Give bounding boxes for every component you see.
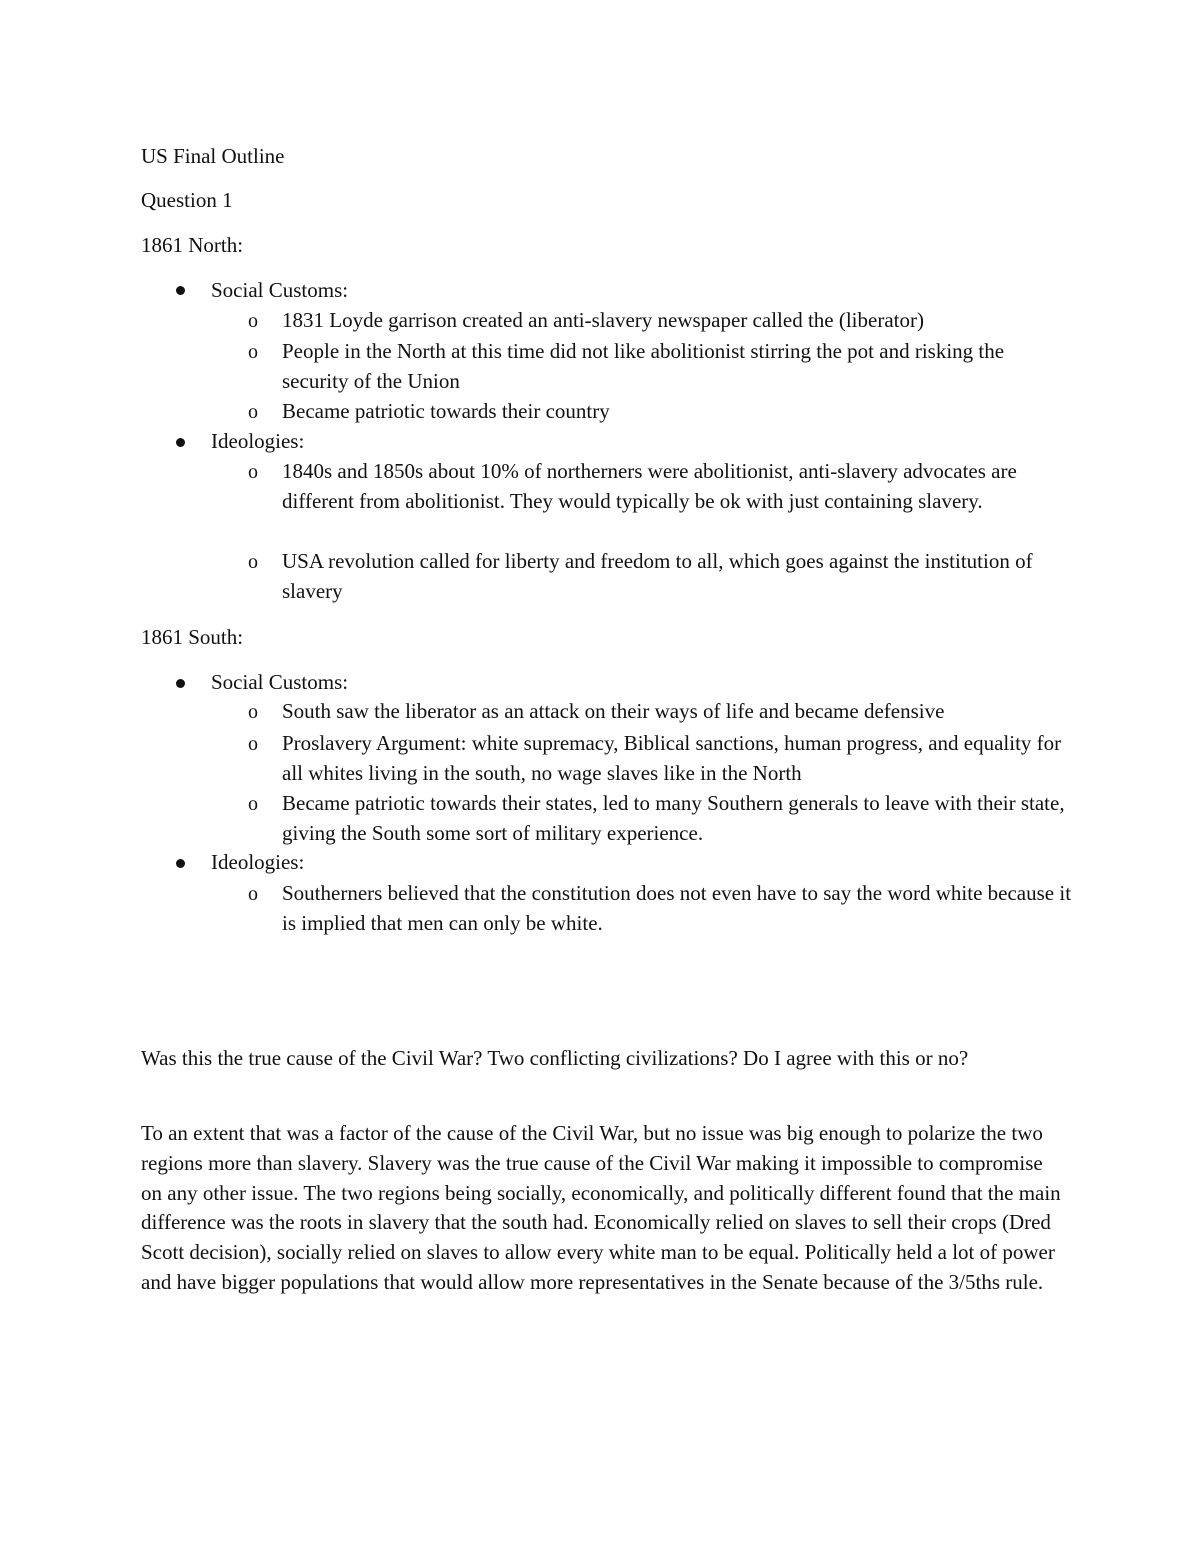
discussion-question: Was this the true cause of the Civil War? Two conflicting civilizations? Do I agree with this or no?: [141, 1046, 969, 1070]
bullet-dot: [176, 679, 185, 688]
sub-bullet-marker: o: [248, 733, 258, 755]
sub-bullet-marker: o: [248, 461, 258, 483]
north-social-item: Became patriotic towards their country: [282, 399, 610, 423]
south-social-item: Proslavery Argument: white supremacy, Biblical sanctions, human progress, and equality for all whites living in the south, no wage slaves like in the North: [282, 731, 1062, 785]
sub-bullet-marker: o: [248, 401, 258, 423]
south-social-label: Social Customs:: [211, 670, 349, 694]
bullet-dot: [176, 859, 185, 868]
document-title: US Final Outline: [141, 144, 285, 168]
sub-bullet-marker: o: [248, 551, 258, 573]
north-social-label: Social Customs:: [211, 278, 349, 302]
sub-bullet-marker: o: [248, 701, 258, 723]
south-social-item: South saw the liberator as an attack on their ways of life and became defensive: [282, 699, 945, 723]
north-ideology-item: USA revolution called for liberty and freedom to all, which goes against the institution of slavery: [282, 549, 1033, 603]
south-ideology-label: Ideologies:: [211, 850, 305, 874]
sub-bullet-marker: o: [248, 310, 258, 332]
discussion-answer: To an extent that was a factor of the cause of the Civil War, but no issue was big enough to polarize the two regions more than slavery. Slavery was the true cause of the Civil War making it impossible to compromise on any other issue. The two regions being socially, economically, and politically different found that the main difference was the roots in slavery that the south had. Economically relied on slaves to sell their crops (Dred Scott decision), socially relied on slaves to allow every white man to be equal. Politically held a lot of power and have bigger populations that would allow more representatives in the Senate because of the 3/5ths rule.: [141, 1121, 1061, 1294]
north-ideology-label: Ideologies:: [211, 429, 305, 453]
bullet-dot: [176, 286, 185, 295]
south-social-item: Became patriotic towards their states, led to many Southern generals to leave with their state, giving the South some sort of military experience.: [282, 791, 1065, 845]
north-social-item: People in the North at this time did not like abolitionist stirring the pot and risking the security of the Union: [282, 339, 1005, 393]
bullet-dot: [176, 438, 185, 447]
north-heading: 1861 North:: [141, 233, 244, 257]
sub-bullet-marker: o: [248, 793, 258, 815]
sub-bullet-marker: o: [248, 883, 258, 905]
south-heading: 1861 South:: [141, 625, 244, 649]
south-ideology-item: Southerners believed that the constitution does not even have to say the word white because it is implied that men can only be white.: [282, 881, 1072, 935]
north-ideology-item: 1840s and 1850s about 10% of northerners were abolitionist, anti-slavery advocates are different from abolitionist. They would typically be ok with just containing slavery.: [282, 459, 1017, 513]
question-heading: Question 1: [141, 188, 233, 212]
sub-bullet-marker: o: [248, 341, 258, 363]
north-social-item: 1831 Loyde garrison created an anti-slavery newspaper called the (liberator): [282, 308, 924, 332]
